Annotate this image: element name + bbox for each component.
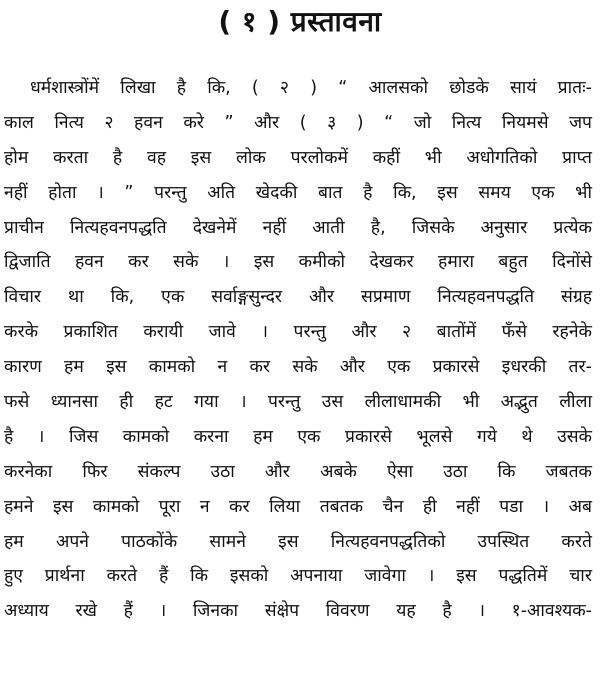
text-line: हुए प्रार्थना करते हैं कि इसको अपनाया जावेगा । इस पद्धतिमें चार: [4, 566, 592, 587]
text-line: फसे ध्यानसा ही हट गया । परन्तु उस लीलाधामकी भी अद्भुत लीला: [4, 392, 592, 413]
text-line: अध्याय रखे हैं । जिनका संक्षेप विवरण यह है । १-आवश्यक-: [4, 601, 592, 622]
text-line: है । जिस कामको करना हम एक प्रकारसे भूलसे गये थे उसके: [4, 426, 592, 447]
text-line: नहीं होता । ” परन्तु अति खेदकी बात है कि, इस समय एक भी: [4, 182, 592, 203]
text-line: काल नित्य २ हवन करे ” और ( ३ ) “ जो नित्य नियमसे जप: [4, 112, 592, 133]
text-line: हमने इस कामको पूरा न कर लिया तबतक चैन ही नहीं पडा । अब: [4, 496, 592, 517]
text-line: हम अपने पाठकोंके सामने इस नित्यहवनपद्धतिको उपस्थित करते: [4, 531, 592, 552]
text-line: विचार था कि, एक सर्वाङ्गसुन्दर और सप्रमाण नित्यहवनपद्धति संग्रह: [4, 287, 592, 308]
preface-paragraph: [0, 71, 600, 629]
section-heading: ( १ ) प्रस्तावना: [218, 5, 382, 38]
text-line: कारण हम इस कामको न कर सके और एक प्रकारसे इधरकी तर-: [4, 357, 592, 378]
text-line: प्राचीन नित्यहवनपद्धति देखनेमें नहीं आती है, जिसके अनुसार प्रत्येक: [4, 217, 592, 238]
text-line: करके प्रकाशित करायी जावे । परन्तु और २ बातोंमें फँसे रहनेके: [4, 322, 592, 343]
text-line: होम करता है वह इस लोक परलोकमें कहीं भी अधोगतिको प्राप्त: [4, 147, 592, 168]
text-line: द्विजाति हवन कर सके । इस कमीको देखकर हमारा बहुत दिनोंसे: [4, 252, 592, 273]
text-line: करनेका फिर संकल्प उठा और अबके ऐसा उठा कि जबतक: [4, 461, 592, 482]
text-line: धर्मशास्त्रोंमें लिखा है कि, ( २ ) “ आलसको छोडके सायं प्रातः-: [30, 78, 592, 98]
